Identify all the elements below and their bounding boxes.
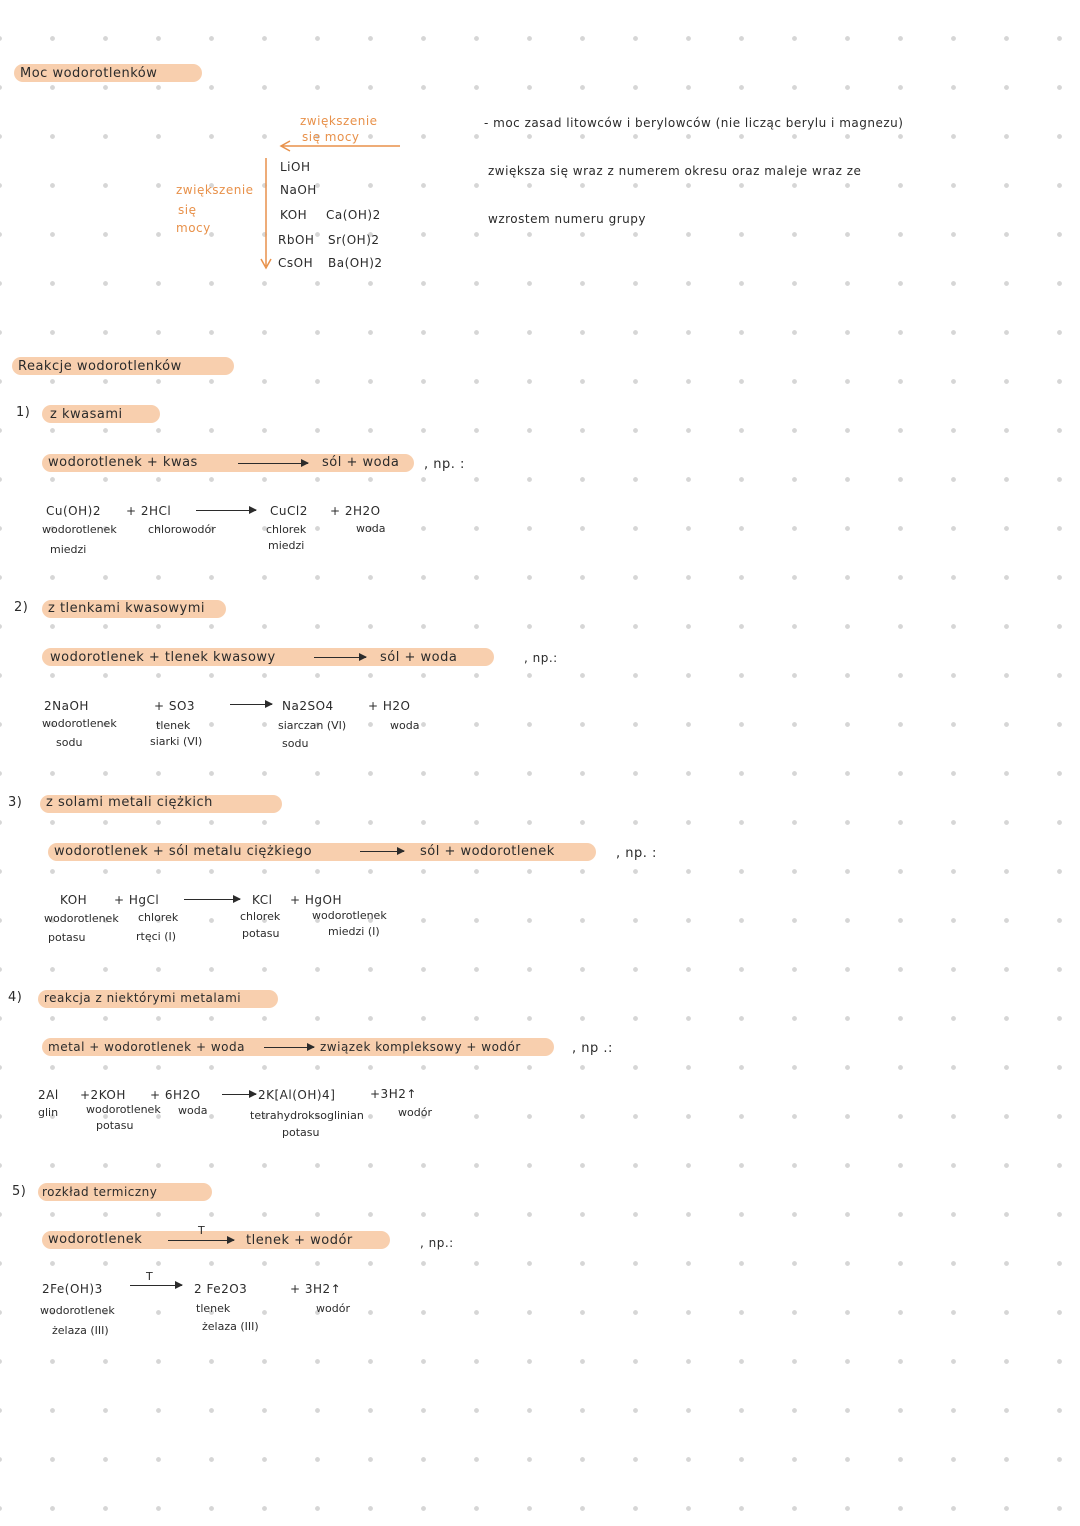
r2-f1-name2: sodu [56, 736, 83, 749]
r3-f1-name: wodorotlenek [44, 912, 119, 925]
r5-f2-name: tlenek [196, 1302, 231, 1315]
hydroxide-csoh: CsOH [278, 256, 314, 270]
r3-f1: KOH [60, 893, 88, 907]
side-label-3: mocy [176, 221, 211, 235]
r1-f4: + 2H2O [330, 504, 381, 518]
r1-f4-name: woda [356, 522, 386, 535]
r5-scheme-arrow-label: T [198, 1224, 205, 1237]
r3-f3-name2: potasu [242, 927, 280, 940]
r3-f4-name: wodorotlenek [312, 909, 387, 922]
r4-f2: +2KOH [80, 1088, 126, 1102]
r3-f3-name: chlorek [240, 910, 281, 923]
top-label-2: się mocy [302, 130, 360, 144]
r2-f4: + H2O [368, 699, 411, 713]
r2-f3-name: siarczan (VI) [278, 719, 347, 732]
r2-f2-name2: siarki (VI) [150, 735, 203, 748]
r1-f3-name2: miedzi [268, 539, 305, 552]
r2-f2-name: tlenek [156, 719, 191, 732]
strength-title: Moc wodorotlenków [20, 66, 158, 81]
r5-scheme-right: tlenek + wodór [246, 1233, 353, 1248]
r4-f1-name: glin [38, 1106, 59, 1119]
hydroxide-baoh2: Ba(OH)2 [328, 256, 383, 270]
strength-note-2: zwiększa się wraz z numerem okresu oraz maleje wraz ze [488, 164, 862, 178]
r2-scheme-right: sól + woda [380, 650, 458, 665]
r2-scheme-arrow [314, 657, 366, 658]
hydroxide-caoh2: Ca(OH)2 [326, 208, 381, 222]
r5-np: , np.: [420, 1236, 454, 1250]
r5-f2: 2 Fe2O3 [194, 1282, 248, 1296]
r2-f1-name: wodorotlenek [42, 717, 117, 730]
r1-number: 1) [16, 405, 31, 420]
r3-number: 3) [8, 795, 23, 810]
r2-arrow [230, 704, 272, 705]
r2-scheme-left: wodorotlenek + tlenek kwasowy [50, 650, 276, 665]
r5-f3-name: wodór [316, 1302, 350, 1315]
r3-f4-name2: miedzi (I) [328, 925, 380, 938]
r3-f3: KCl [252, 893, 273, 907]
r1-f3-name: chlorek [266, 523, 307, 536]
r1-scheme-right: sól + woda [322, 455, 400, 470]
r2-f4-name: woda [390, 719, 420, 732]
r3-arrow [184, 899, 240, 900]
r1-f3: CuCl2 [270, 504, 308, 518]
r1-scheme-arrow [238, 463, 308, 464]
r1-f1: Cu(OH)2 [46, 504, 101, 518]
r4-number: 4) [8, 990, 23, 1005]
hydroxide-naoh: NaOH [280, 183, 317, 197]
r3-f2: + HgCl [114, 893, 160, 907]
r4-scheme-right: związek kompleksowy + wodór [320, 1040, 521, 1054]
r1-f1-name2: miedzi [50, 543, 87, 556]
r3-heading: z solami metali ciężkich [46, 795, 213, 810]
r5-heading: rozkład termiczny [42, 1185, 158, 1199]
r3-scheme-left: wodorotlenek + sól metalu ciężkiego [54, 844, 313, 859]
r2-np: , np.: [524, 651, 558, 665]
r2-f2: + SO3 [154, 699, 196, 713]
r4-heading: reakcja z niektórymi metalami [44, 991, 242, 1005]
r1-f2: + 2HCl [126, 504, 172, 518]
r4-f5: +3H2↑ [370, 1087, 417, 1101]
r5-number: 5) [12, 1184, 27, 1199]
r4-np: , np .: [572, 1041, 613, 1056]
r5-f3: + 3H2↑ [290, 1282, 342, 1296]
r1-scheme-left: wodorotlenek + kwas [48, 455, 198, 470]
r4-f4: 2K[Al(OH)4] [258, 1088, 336, 1102]
r3-scheme-arrow [360, 851, 404, 852]
r4-f4-name2: potasu [282, 1126, 320, 1139]
hydroxide-sroh2: Sr(OH)2 [328, 233, 380, 247]
r3-f2-name2: rtęci (I) [136, 930, 177, 943]
r5-f1-name: wodorotlenek [40, 1304, 115, 1317]
r4-f2-name: wodorotlenek [86, 1103, 161, 1116]
top-label-1: zwiększenie [300, 114, 378, 128]
r2-f3-name2: sodu [282, 737, 309, 750]
strength-note-3: wzrostem numeru grupy [488, 212, 646, 226]
r4-f3: + 6H2O [150, 1088, 201, 1102]
r2-f3: Na2SO4 [282, 699, 334, 713]
r5-arrow-label: T [146, 1270, 153, 1283]
r4-arrow [222, 1094, 256, 1095]
strength-note-1: - moc zasad litowców i berylowców (nie licząc berylu i magnezu) [484, 116, 904, 130]
r3-f1-name2: potasu [48, 931, 86, 944]
r4-scheme-arrow [264, 1047, 314, 1048]
r1-arrow [196, 510, 256, 511]
r3-f4: + HgOH [290, 893, 342, 907]
r5-f1-name2: żelaza (III) [52, 1324, 109, 1337]
r4-f5-name: wodór [398, 1106, 432, 1119]
r4-f4-name: tetrahydroksoglinian [250, 1109, 364, 1122]
r5-arrow [130, 1285, 182, 1286]
r5-f1: 2Fe(OH)3 [42, 1282, 103, 1296]
r4-scheme-left: metal + wodorotlenek + woda [48, 1040, 245, 1054]
hydroxide-lioh: LiOH [280, 160, 311, 174]
r5-f2-name2: żelaza (III) [202, 1320, 259, 1333]
r4-f1: 2Al [38, 1088, 59, 1102]
r2-f1: 2NaOH [44, 699, 89, 713]
r3-f2-name: chlorek [138, 911, 179, 924]
r2-heading: z tlenkami kwasowymi [48, 601, 206, 616]
r3-scheme-right: sól + wodorotlenek [420, 844, 555, 859]
r2-number: 2) [14, 600, 29, 615]
r1-np: , np. : [424, 457, 465, 472]
side-label-2: się [178, 203, 197, 217]
r5-scheme-left: wodorotlenek [48, 1232, 143, 1247]
r3-np: , np. : [616, 846, 657, 861]
r5-scheme-arrow [168, 1240, 234, 1241]
hydroxide-koh: KOH [280, 208, 308, 222]
r4-f2-name2: potasu [96, 1119, 134, 1132]
reactions-title: Reakcje wodorotlenków [18, 359, 182, 374]
r1-f2-name: chlorowodór [148, 523, 216, 536]
side-label-1: zwiększenie [176, 183, 254, 197]
r1-f1-name: wodorotlenek [42, 523, 117, 536]
hydroxide-rboh: RbOH [278, 233, 315, 247]
r1-heading: z kwasami [50, 407, 123, 422]
r4-f3-name: woda [178, 1104, 208, 1117]
